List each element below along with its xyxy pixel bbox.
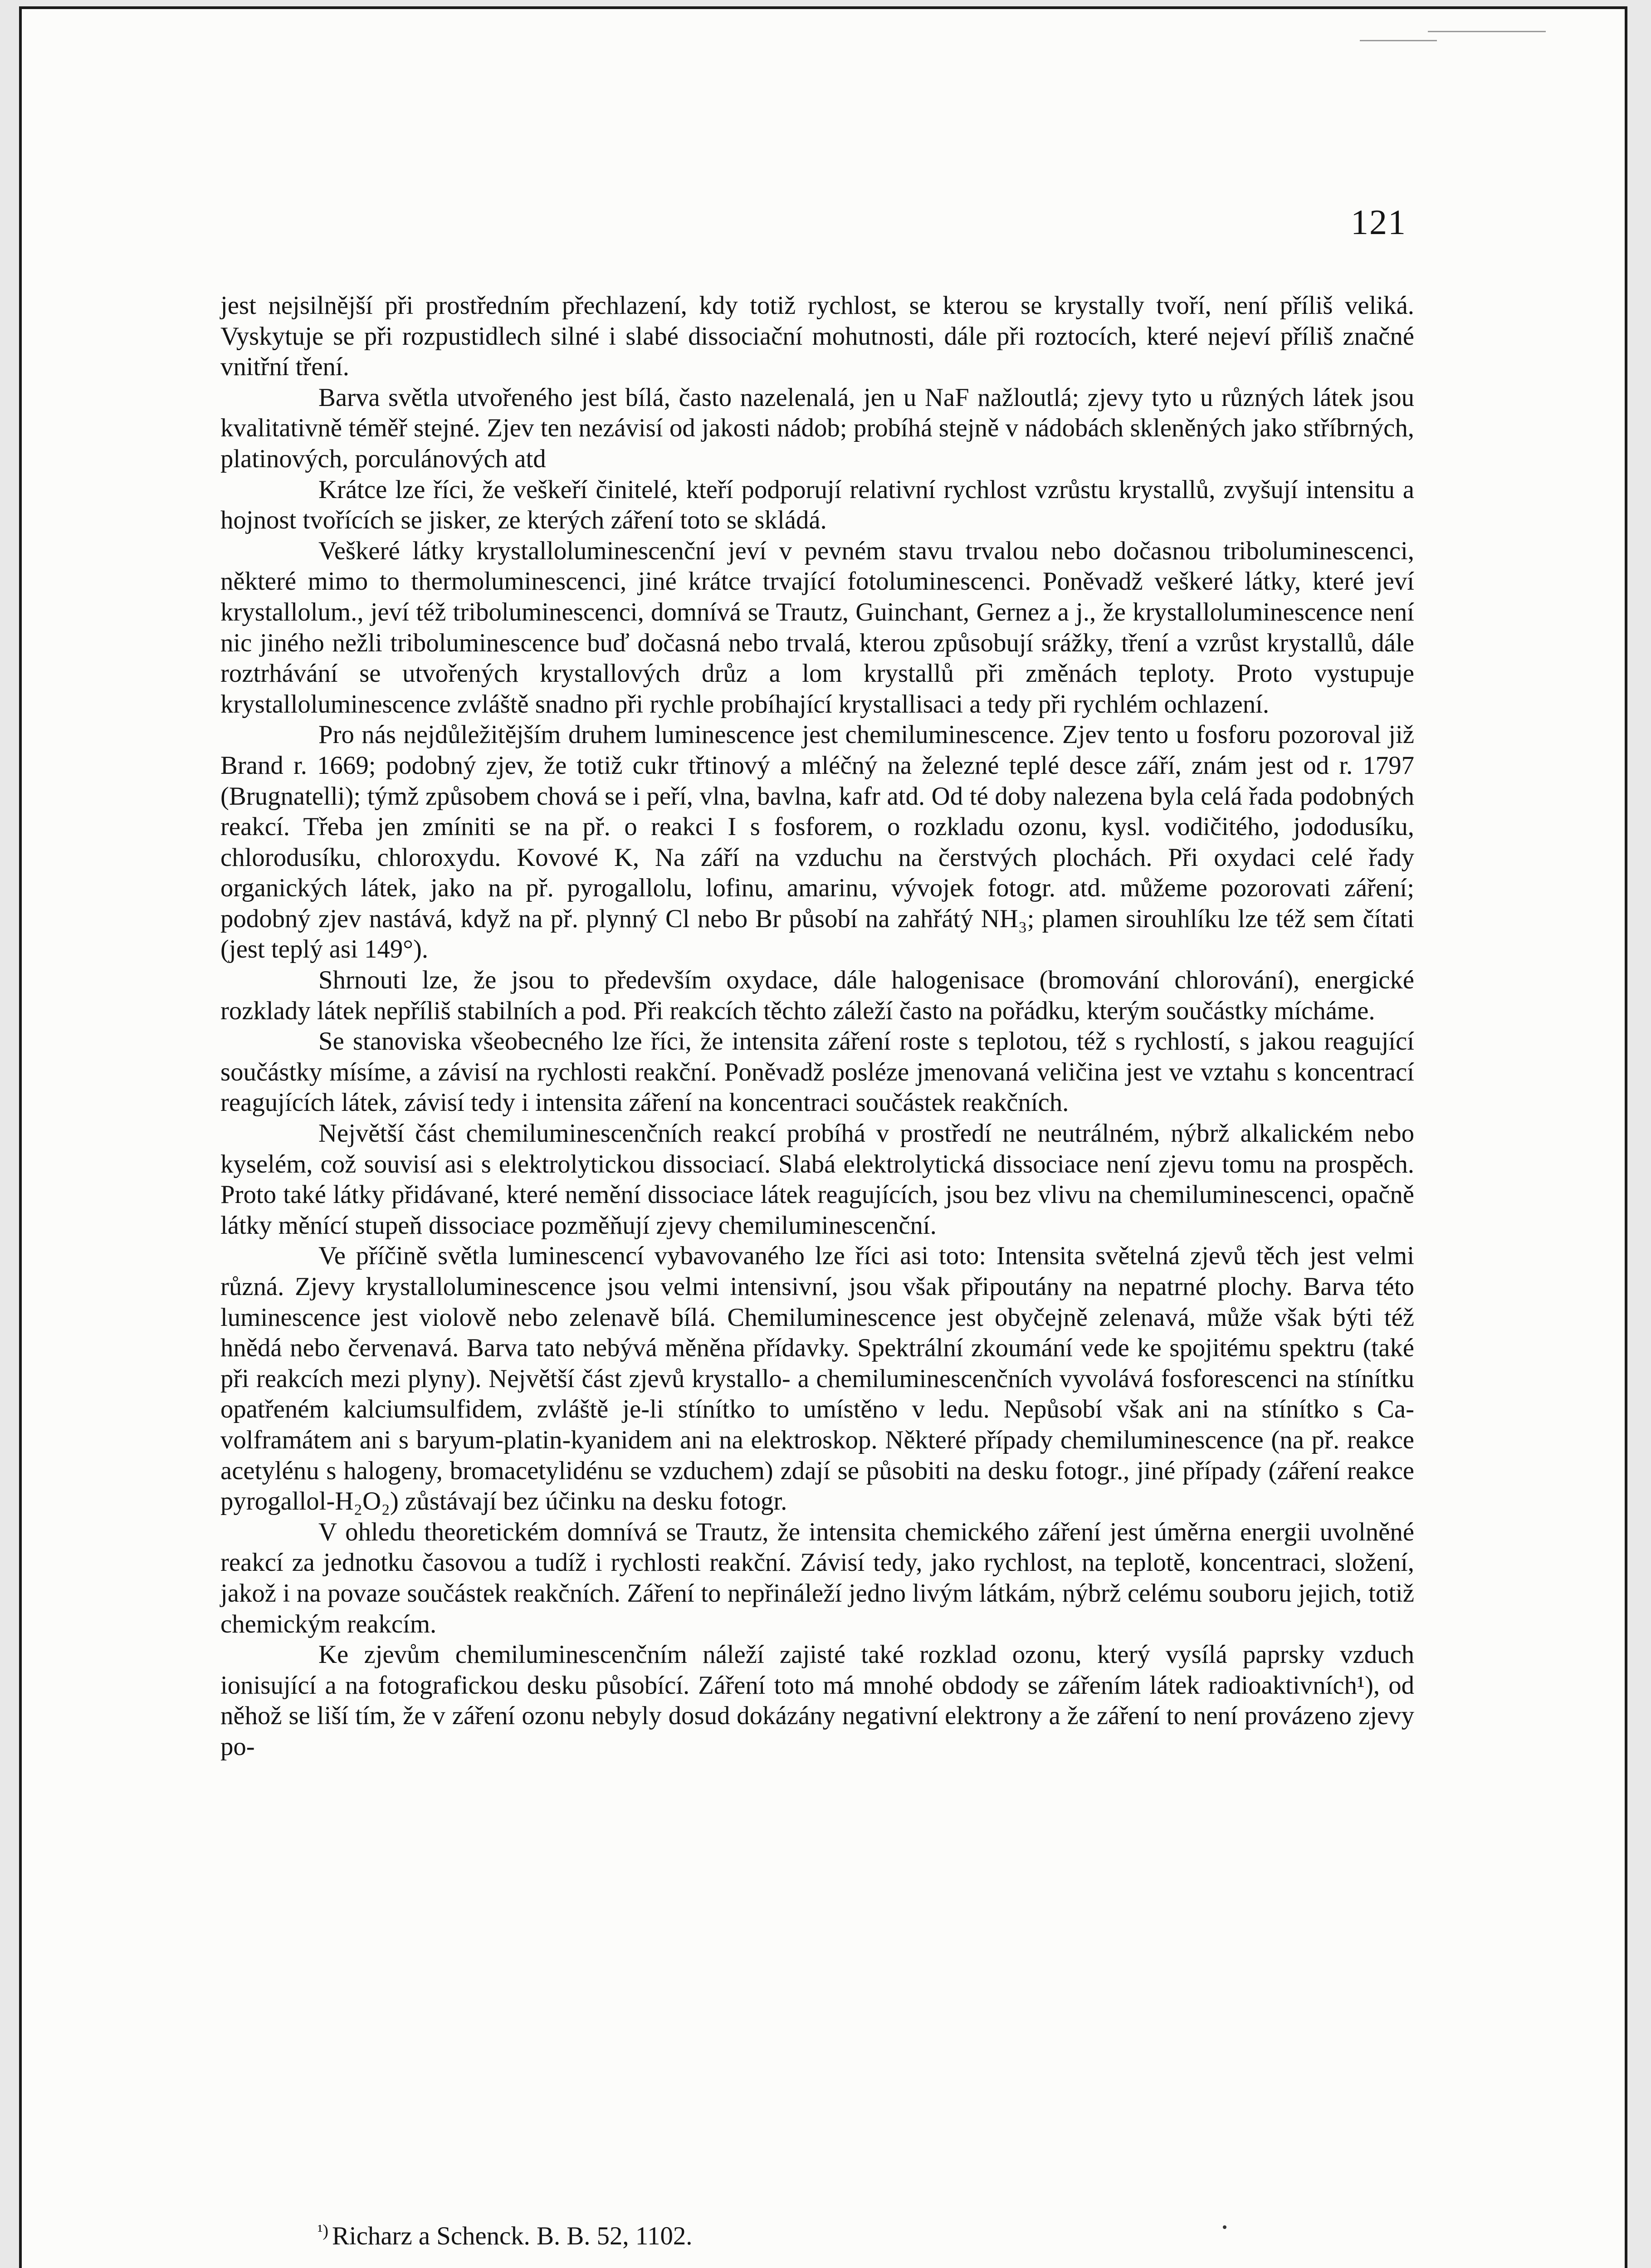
paragraph: Veškeré látky krystalloluminescenční jeví v pevném stavu trvalou nebo dočasnou triboluminescenci, některé mimo to thermoluminescenci, jiné krátce trvající fotoluminescenci. Poněvadž veškeré látky, které jeví krystallolum., jeví též triboluminescenci, domnívá se Trautz, Guinchant, Gernez a j., že krystalloluminescence není nic jiného nežli triboluminescence buď dočasná nebo trvalá, kterou způsobují srážky, tření a vzrůst krystallů, dále roztrhávání se utvořených krystallových drůz a lom krystallů při změnách teploty. Proto vystupuje krystalloluminescence zvláště snadno při rychle probíhající krystallisaci a tedy při rychlém ochlazení. xyxy=(220,536,1414,719)
paragraph: Se stanoviska všeobecného lze říci, že intensita záření roste s teplotou, též s rychlostí, s jakou reagující součástky mísíme, a závisí na rychlosti reakční. Poněvadž posléze jmenovaná veličina jest ve vztahu s koncentrací reagujících látek, závisí tedy i intensita záření na koncentraci součástek reakčních. xyxy=(220,1027,1414,1117)
paragraph: Ke zjevům chemiluminescenčním náleží zajisté také rozklad ozonu, který vysílá paprsky vzduch ionisující a na fotografickou desku působící. Záření toto má mnohé obdody se zářením látek radioaktivních¹), od něhož se liší tím, že v záření ozonu nebyly dosud dokázány negativní elektrony a že záření to není provázeno zjevy po- xyxy=(220,1640,1414,1761)
paragraph: Pro nás nejdůležitějším druhem luminescence jest chemiluminescence. Zjev tento u fosforu pozoroval již Brand r. 1669; podobný zjev, že totiž cukr třtinový a mléčný na železné teplé desce září, znám jest od r. 1797 (Brugnatelli); týmž způsobem chová se i peří, vlna, bavlna, kafr atd. Od té doby nalezena byla celá řada podobných reakcí. Třeba jen zmíniti se na př. o reakci I s fosforem, o rozkladu ozonu, kysl. vodičitého, jododusíku, chlorodusíku, chloroxydu. Kovové K, Na září na vzduchu na čerstvých plochách. Při oxydaci celé řady organických látek, jako na př. pyrogallolu, lofinu, amarinu, vývojek fotogr. atd. můžeme pozorovati záření; podobný zjev nastává, když na př. plynný Cl nebo Br působí na zahřátý NH₃; plamen sirouhlíku lze též sem čítati (jest teplý asi 149°). xyxy=(220,720,1414,964)
footnote-marker: ¹) xyxy=(318,2221,329,2240)
print-dot xyxy=(1223,2225,1226,2229)
paragraph: Shrnouti lze, že jsou to především oxydace, dále halogenisace (bromování chlorování), energické rozklady látek nepříliš stabilních a pod. Při reakcích těchto záleží často na pořádku, kterým součástky mícháme. xyxy=(220,966,1414,1025)
footnote-text: Richarz a Schenck. B. B. 52, 1102. xyxy=(332,2222,693,2250)
body-text xyxy=(220,290,1414,1762)
footnote xyxy=(318,2216,693,2251)
paragraph: Krátce lze říci, že veškeří činitelé, kteří podporují relativní rychlost vzrůstu krystallů, zvyšují intensitu a hojnost tvořících se jisker, ze kterých záření toto se skládá. xyxy=(220,475,1414,535)
paragraph: Ve příčině světla luminescencí vybavovaného lze říci asi toto: Intensita světelná zjevů těch jest velmi různá. Zjevy krystalloluminescence jsou velmi intensivní, jsou však připoutány na nepatrné plochy. Barva této luminescence jest violově nebo zelenavě bílá. Chemiluminescence jest obyčejně zelenavá, může však býti též hnědá nebo červenavá. Barva tato nebývá měněna přídavky. Spektrální zkoumání vede ke spojitému spektru (také při reakcích mezi plyny). Největší část zjevů krystallo- a chemiluminescenčních vyvolává fosforescenci na stínítku opatřeném kalciumsulfidem, zvláště je-li stínítko to umístěno v ledu. Nepůsobí však ani na stínítko s Ca-volframátem ani s baryum-platin-kyanidem ani na elektroskop. Některé případy chemiluminescence (na př. reakce acetylénu s halogeny, bromacetylidénu se vzduchem) zdají se působiti na desku fotogr., jiné případy (záření reakce pyrogallol-H₂O₂) zůstávají bez účinku na desku fotogr. xyxy=(220,1242,1414,1516)
scanned-page xyxy=(19,6,1627,2268)
scan-artifact xyxy=(1360,27,1555,45)
paragraph: jest nejsilnější při prostředním přechlazení, kdy totiž rychlost, se kterou se krystally tvoří, není příliš veliká. Vyskytuje se při rozpustidlech silné i slabé dissociační mohutnosti, dále při roztocích, které nejeví příliš značné vnitřní tření. xyxy=(220,291,1414,381)
paragraph: Barva světla utvořeného jest bílá, často nazelenalá, jen u NaF nažloutlá; zjevy tyto u různých látek jsou kvalitativně téměř stejné. Zjev ten nezávisí od jakosti nádob; probíhá stejně v nádobách skleněných jako stříbrných, platinových, porculánových atd xyxy=(220,383,1414,473)
paragraph: Největší část chemiluminescenčních reakcí probíhá v prostředí ne neutrálném, nýbrž alkalickém nebo kyselém, což souvisí asi s elektrolytickou dissociací. Slabá elektrolytická dissociace není zjevu tomu na prospěch. Proto také látky přidávané, které nemění dissociace látek reagujících, jsou bez vlivu na chemiluminescenci, opačně látky měnící stupeň dissociace pozměňují zjevy chemiluminescenční. xyxy=(220,1119,1414,1240)
page-number: 121 xyxy=(1351,202,1407,242)
paragraph: V ohledu theoretickém domnívá se Trautz, že intensita chemického záření jest úměrna energii uvolněné reakcí za jednotku časovou a tudíž i rychlosti reakční. Závisí tedy, jako rychlost, na teplotě, koncentraci, složení, jakož i na povaze součástek reakčních. Záření to nepřináleží jedno livým látkám, nýbrž celému souboru jejich, totiž chemickým reakcím. xyxy=(220,1517,1414,1638)
